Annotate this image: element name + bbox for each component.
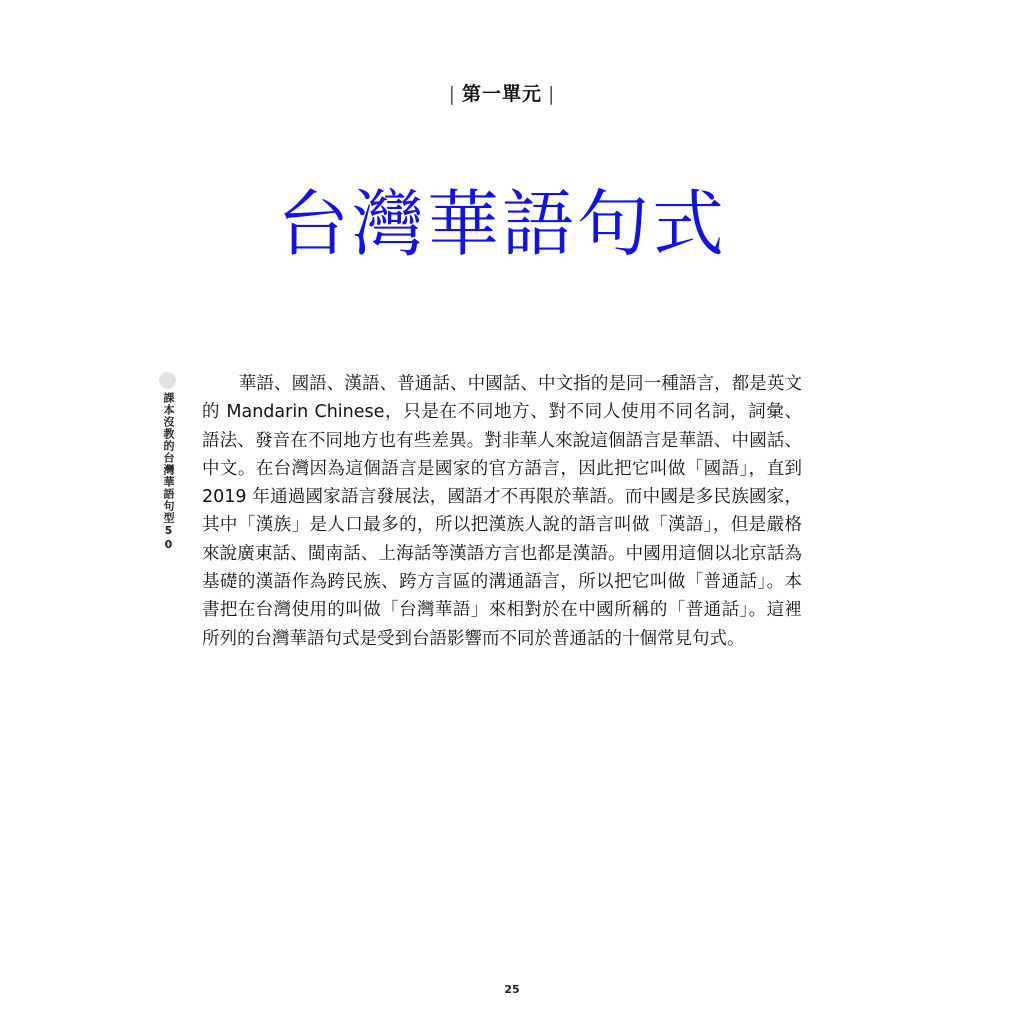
- unit-label-text: 第一單元: [461, 83, 542, 105]
- divider-right: |: [548, 83, 556, 105]
- body-paragraph: 華語、國語、漢語、普通話、中國話、中文指的是同一種語言，都是英文的 Mandarin Chinese，只是在不同地方、對不同人使用不同名詞，詞彙、語法、發音在不同地方也有些差異。對非華人來說這個語言是華語、中國話、中文。在台灣因為這個語言是國家的官方語言，因此把它叫做「國語」，直到 2019 年通過國家語言發展法，國語才不再限於華語。而中國是多民族國家，其中「漢族」是人口最多的，所以把漢族人說的語言叫做「漢語」，但是嚴格來說廣東話、閩南話、上海話等漢語方言也都是漢語。中國用這個以北京話為基礎的漢語作為跨民族、跨方言區的溝通語言，所以把它叫做「普通話」。本書把在台灣使用的叫做「台灣華語」來相對於在中國所稱的「普通話」。這裡所列的台灣華語句式是受到台語影響而不同於普通話的十個常見句式。: [202, 374, 802, 649]
- page-title: 台灣華語句式: [276, 182, 727, 266]
- sidebar-book-title: 課本沒教的台灣華語句型50: [162, 392, 175, 552]
- page-number: 25: [504, 983, 520, 996]
- sidebar-dot: [159, 372, 176, 389]
- unit-heading: [0, 79, 1004, 106]
- divider-left: |: [448, 83, 456, 105]
